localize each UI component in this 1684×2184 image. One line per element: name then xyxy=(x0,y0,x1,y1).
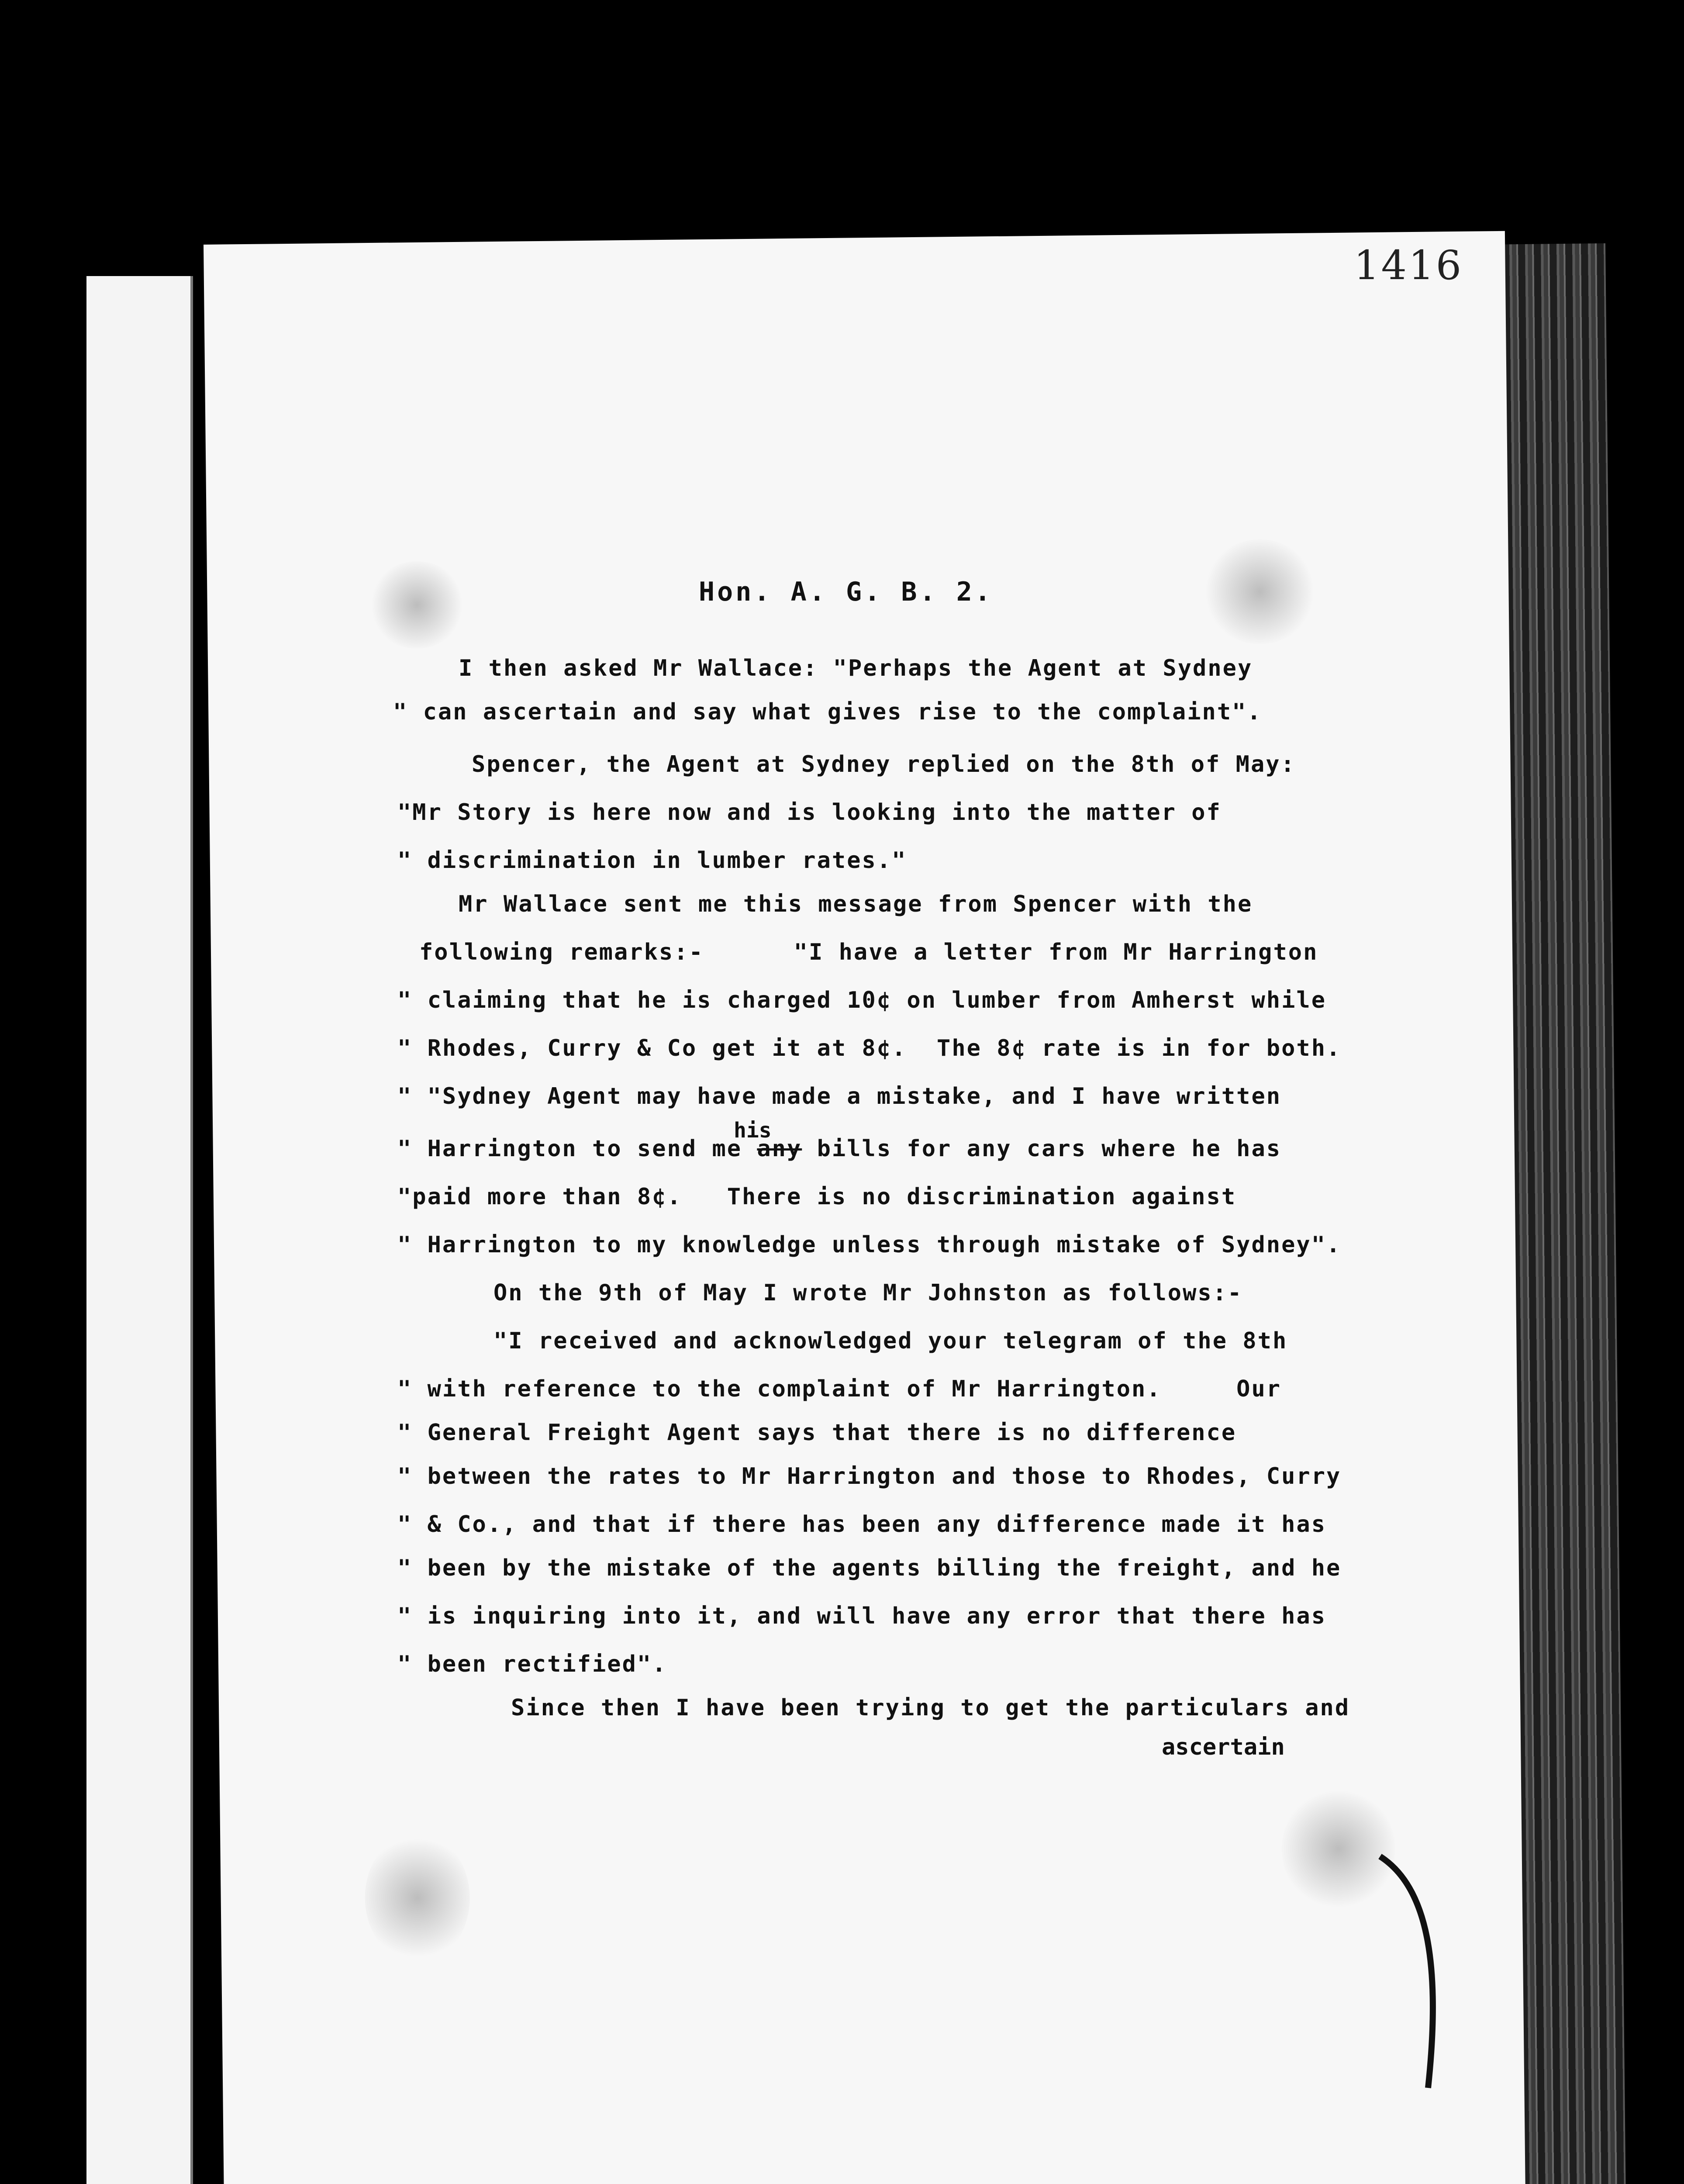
letter-line: " between the rates to Mr Harrington and those to Rhodes, Curry xyxy=(397,1463,1342,1489)
letter-line: " claiming that he is charged 10¢ on lumber from Amherst while xyxy=(397,987,1327,1013)
letter-line: following remarks:- "I have a letter from Mr Harrington xyxy=(419,939,1318,965)
letter-line-start: " Harrington to send me xyxy=(397,1136,757,1162)
letter-line: " with reference to the complaint of Mr Harrington. Our xyxy=(397,1376,1282,1402)
letter-line: Since then I have been trying to get the particulars and xyxy=(511,1695,1350,1721)
letter-line: I then asked Mr Wallace: "Perhaps the Agent at Sydney xyxy=(459,655,1253,681)
letter-line: " & Co., and that if there has been any difference made it has xyxy=(397,1511,1327,1538)
letter-line: Mr Wallace sent me this message from Spencer with the xyxy=(459,891,1253,917)
letter-line: " discrimination in lumber rates." xyxy=(397,847,907,874)
pen-stroke-mark xyxy=(1376,1852,1446,2097)
letter-line: "paid more than 8¢. There is no discrimination against xyxy=(397,1184,1237,1210)
letter-header: Hon. A. G. B. 2. xyxy=(699,577,993,607)
struck-word: any xyxy=(757,1136,802,1162)
letter-line: " been rectified". xyxy=(397,1651,667,1677)
letter-line: " is inquiring into it, and will have any error that there has xyxy=(397,1603,1327,1629)
folio-number: 1416 xyxy=(1354,242,1463,289)
smudge-mark xyxy=(364,1832,470,1964)
letter-line: " Rhodes, Curry & Co get it at 8¢. The 8¢ rate is in for both. xyxy=(397,1035,1342,1061)
letter-line: Spencer, the Agent at Sydney replied on the 8th of May: xyxy=(472,751,1296,778)
letter-line: " "Sydney Agent may have made a mistake, and I have written xyxy=(397,1083,1282,1109)
letter-line: "I received and acknowledged your telegram of the 8th xyxy=(493,1328,1288,1354)
letter-line xyxy=(397,1136,1281,1162)
interlinear-insertion: his xyxy=(734,1118,772,1143)
letter-line: " can ascertain and say what gives rise to the complaint". xyxy=(393,699,1262,725)
smudge-mark xyxy=(369,561,466,649)
letter-line-end: bills for any cars where he has xyxy=(802,1136,1282,1162)
letter-line: " General Freight Agent says that there is no difference xyxy=(397,1420,1237,1446)
letter-line: " Harrington to my knowledge unless through mistake of Sydney". xyxy=(397,1232,1342,1258)
letter-line: " been by the mistake of the agents billing the freight, and he xyxy=(397,1555,1342,1581)
catchword: ascertain xyxy=(1162,1734,1285,1760)
smudge-mark xyxy=(1202,539,1317,645)
facing-page-edge xyxy=(86,276,193,2184)
letter-line: On the 9th of May I wrote Mr Johnston as follows:- xyxy=(493,1280,1243,1306)
letter-line: "Mr Story is here now and is looking into the matter of xyxy=(397,799,1222,826)
